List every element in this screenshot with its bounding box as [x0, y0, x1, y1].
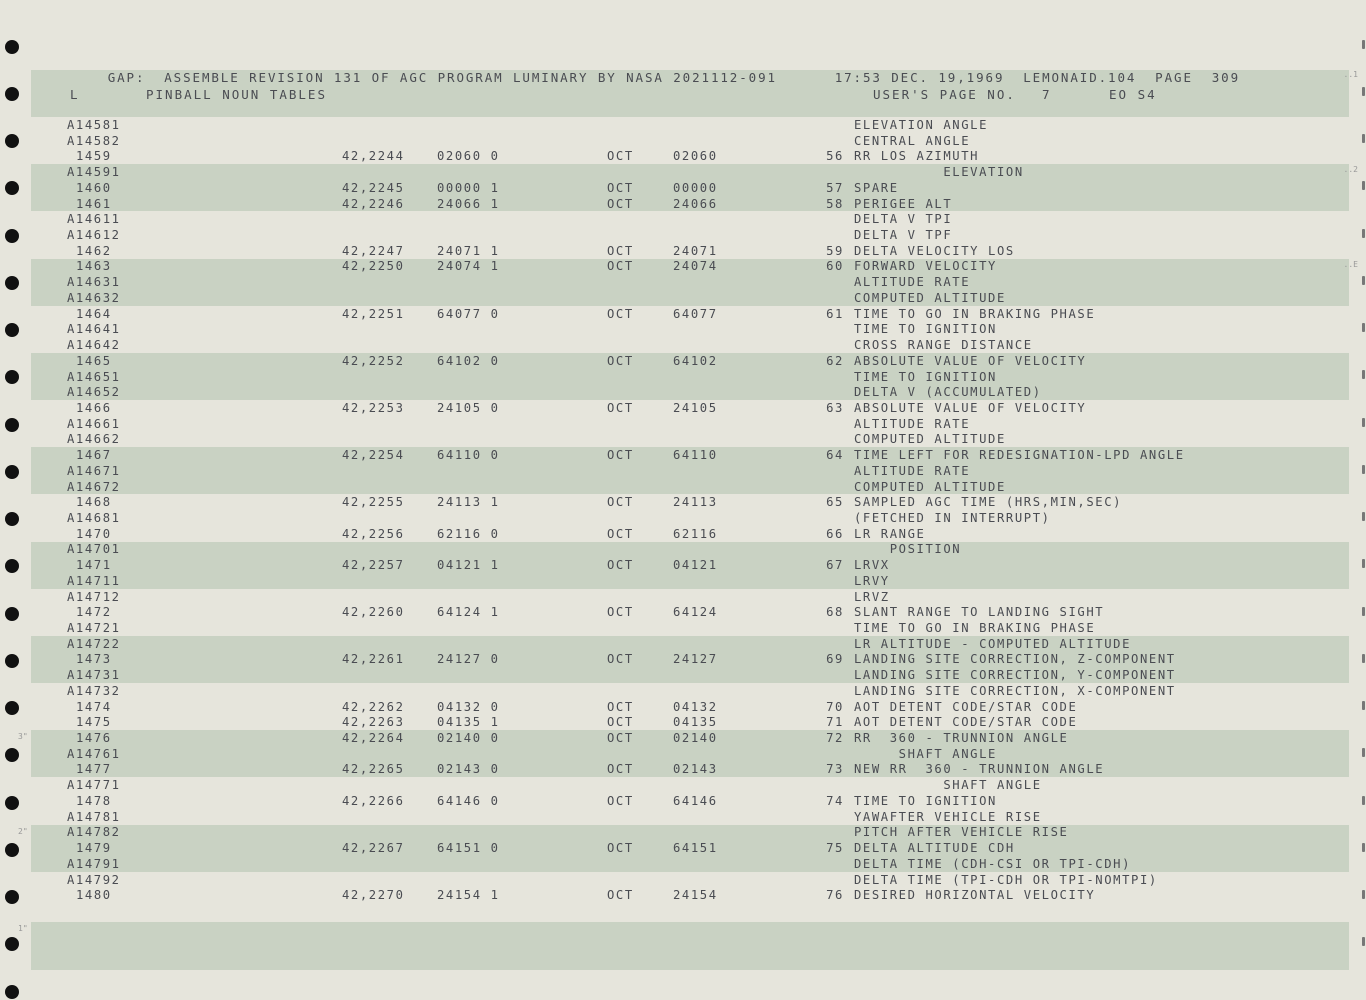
- source-line-id: 1460: [76, 180, 112, 195]
- source-line-id: 1468: [76, 495, 112, 510]
- source-line-id: 1476: [76, 731, 112, 746]
- octal-word: 00000 1: [437, 180, 500, 195]
- listing-row: [0, 700, 1366, 716]
- source-line-id: 1461: [76, 196, 112, 211]
- octal-word: 02143 0: [437, 762, 500, 777]
- listing-row: [0, 275, 1366, 291]
- margin-mark: 1": [18, 924, 28, 933]
- listing-row: [0, 244, 1366, 260]
- octal-word: 64151 0: [437, 841, 500, 856]
- noun-description: AOT DETENT CODE/STAR CODE: [854, 715, 1078, 730]
- listing-row: [0, 794, 1366, 810]
- listing-row: [0, 668, 1366, 684]
- octal-word: 64102 0: [437, 353, 500, 368]
- noun-description: AOT DETENT CODE/STAR CODE: [854, 699, 1078, 714]
- oct-keyword: OCT: [607, 149, 634, 164]
- address: 42,2246: [342, 196, 405, 211]
- noun-description: POSITION: [854, 542, 962, 557]
- listing-row: [0, 527, 1366, 543]
- listing-row: [0, 542, 1366, 558]
- source-line-id: A14701: [67, 542, 121, 557]
- noun-description: TIME TO IGNITION: [854, 793, 997, 808]
- listing-header-right: [797, 55, 1240, 100]
- noun-number: 56: [826, 149, 844, 164]
- edge-tick: [1362, 40, 1365, 49]
- source-line-id: 1470: [76, 526, 112, 541]
- listing-row: [0, 370, 1366, 386]
- listing-row: [0, 322, 1366, 338]
- oct-keyword: OCT: [607, 180, 634, 195]
- address: 42,2270: [342, 888, 405, 903]
- noun-description: LRVX: [854, 558, 890, 573]
- listing-row: [0, 605, 1366, 621]
- noun-number: 67: [826, 558, 844, 573]
- noun-description: ELEVATION ANGLE: [854, 118, 989, 132]
- octal-word: 24071 1: [437, 243, 500, 258]
- noun-description: LR RANGE: [854, 526, 926, 541]
- noun-description: SPARE: [854, 180, 899, 195]
- noun-description: ELEVATION: [854, 165, 1024, 180]
- source-line-id: 1479: [76, 841, 112, 856]
- noun-description: LRVZ: [854, 589, 890, 604]
- source-line-id: A14792: [67, 872, 121, 887]
- listing-type: L: [70, 87, 80, 102]
- edge-mark: ..E: [1343, 260, 1358, 269]
- noun-description: ALTITUDE RATE: [854, 463, 971, 478]
- octal-word: 64124 1: [437, 605, 500, 620]
- noun-description: LRVY: [854, 573, 890, 588]
- listing-row: [0, 731, 1366, 747]
- source-line-id: 1464: [76, 306, 112, 321]
- source-line-id: A14662: [67, 432, 121, 447]
- noun-description: DELTA V TPI: [854, 212, 953, 227]
- octal-word: 24074 1: [437, 259, 500, 274]
- octal-word: 02060 0: [437, 149, 500, 164]
- listing-row: [0, 432, 1366, 448]
- address: 42,2265: [342, 762, 405, 777]
- source-line-id: A14652: [67, 385, 121, 400]
- oct-keyword: OCT: [607, 495, 634, 510]
- address: 42,2251: [342, 306, 405, 321]
- noun-description: TIME TO IGNITION: [854, 369, 997, 384]
- source-line-id: A14641: [67, 322, 121, 337]
- octal-word: 64146 0: [437, 793, 500, 808]
- noun-description: ALTITUDE RATE: [854, 275, 971, 290]
- listing-row: [0, 841, 1366, 857]
- octal-value: 24071: [673, 243, 718, 258]
- oct-keyword: OCT: [607, 762, 634, 777]
- users-page-number: 7: [1042, 87, 1052, 102]
- listing-row: [0, 448, 1366, 464]
- feed-hole: [5, 937, 19, 951]
- listing-row: [0, 652, 1366, 668]
- oct-keyword: OCT: [607, 353, 634, 368]
- source-line-id: 1467: [76, 448, 112, 463]
- listing-row: [0, 291, 1366, 307]
- noun-description: RR LOS AZIMUTH: [854, 149, 980, 164]
- listing-row: [0, 401, 1366, 417]
- users-page-label: USER'S PAGE NO.: [873, 87, 1016, 102]
- listing-row: [0, 134, 1366, 150]
- feed-hole: [5, 40, 19, 54]
- listing-row: [0, 747, 1366, 763]
- noun-number: 76: [826, 888, 844, 903]
- source-line-id: A14712: [67, 589, 121, 604]
- noun-number: 60: [826, 259, 844, 274]
- edge-tick: [1362, 937, 1365, 946]
- noun-description: NEW RR 360 - TRUNNION ANGLE: [854, 762, 1105, 777]
- source-line-id: A14721: [67, 621, 121, 635]
- listing-row: [0, 464, 1366, 480]
- address: 42,2254: [342, 448, 405, 463]
- source-line-id: 1466: [76, 400, 112, 415]
- octal-value: 04135: [673, 715, 718, 730]
- octal-word: 64110 0: [437, 448, 500, 463]
- address: 42,2266: [342, 793, 405, 808]
- noun-description: ABSOLUTE VALUE OF VELOCITY: [854, 353, 1087, 368]
- octal-value: 24105: [673, 400, 718, 415]
- listing-row: [0, 684, 1366, 700]
- octal-value: 02060: [673, 149, 718, 164]
- octal-word: 24113 1: [437, 495, 500, 510]
- oct-keyword: OCT: [607, 888, 634, 903]
- octal-word: 24154 1: [437, 888, 500, 903]
- noun-description: PERIGEE ALT: [854, 196, 953, 211]
- listing-row: [0, 857, 1366, 873]
- octal-word: 02140 0: [437, 731, 500, 746]
- source-line-id: 1459: [76, 149, 112, 164]
- oct-keyword: OCT: [607, 715, 634, 730]
- feed-hole: [5, 985, 19, 999]
- octal-value: 64102: [673, 353, 718, 368]
- listing-rows: [0, 118, 1366, 904]
- listing-row: [0, 762, 1366, 778]
- octal-word: 04132 0: [437, 699, 500, 714]
- address: 42,2256: [342, 526, 405, 541]
- noun-number: 70: [826, 699, 844, 714]
- source-line-id: A14661: [67, 416, 121, 431]
- source-line-id: A14791: [67, 856, 121, 871]
- source-line-id: A14581: [67, 118, 121, 132]
- source-line-id: 1465: [76, 353, 112, 368]
- source-line-id: A14651: [67, 369, 121, 384]
- noun-number: 75: [826, 841, 844, 856]
- oct-keyword: OCT: [607, 652, 634, 667]
- margin-mark: 2": [18, 827, 28, 836]
- listing-row: [0, 888, 1366, 904]
- address: 42,2260: [342, 605, 405, 620]
- source-line-id: A14611: [67, 212, 121, 227]
- listing-row: [0, 778, 1366, 794]
- noun-description: COMPUTED ALTITUDE: [854, 290, 1006, 305]
- source-line-id: A14681: [67, 510, 121, 525]
- listing-row: [0, 873, 1366, 889]
- source-line-id: A14761: [67, 746, 121, 761]
- edge-tick: [1362, 87, 1365, 96]
- octal-word: 64077 0: [437, 306, 500, 321]
- noun-number: 63: [826, 400, 844, 415]
- listing-row: [0, 495, 1366, 511]
- noun-description: CROSS RANGE DISTANCE: [854, 338, 1033, 353]
- octal-value: 62116: [673, 526, 718, 541]
- noun-description: DELTA V TPF: [854, 228, 953, 243]
- octal-value: 24127: [673, 652, 718, 667]
- listing-row: [0, 307, 1366, 323]
- source-line-id: A14631: [67, 275, 121, 290]
- listing-row: [0, 385, 1366, 401]
- source-line-id: A14771: [67, 778, 121, 793]
- address: 42,2245: [342, 180, 405, 195]
- source-line-id: 1472: [76, 605, 112, 620]
- listing-row: [0, 810, 1366, 826]
- octal-value: 02143: [673, 762, 718, 777]
- oct-keyword: OCT: [607, 259, 634, 274]
- oct-keyword: OCT: [607, 448, 634, 463]
- section-title: PINBALL NOUN TABLES: [146, 87, 327, 102]
- listing-row: [0, 715, 1366, 731]
- address: 42,2252: [342, 353, 405, 368]
- oct-keyword: OCT: [607, 400, 634, 415]
- listing-row: [0, 511, 1366, 527]
- source-line-id: 1478: [76, 793, 112, 808]
- octal-word: 04121 1: [437, 558, 500, 573]
- source-line-id: A14731: [67, 668, 121, 683]
- source-line-id: A14781: [67, 809, 121, 824]
- listing-row: [0, 590, 1366, 606]
- noun-description: DELTA TIME (TPI-CDH OR TPI-NOMTPI): [854, 872, 1158, 887]
- listing-row: [0, 621, 1366, 637]
- noun-description: DELTA VELOCITY LOS: [854, 243, 1015, 258]
- noun-number: 58: [826, 196, 844, 211]
- edge-mark: ..2: [1343, 165, 1358, 174]
- oct-keyword: OCT: [607, 731, 634, 746]
- address: 42,2264: [342, 731, 405, 746]
- octal-word: 04135 1: [437, 715, 500, 730]
- noun-description: SLANT RANGE TO LANDING SIGHT: [854, 605, 1105, 620]
- octal-value: 24074: [673, 259, 718, 274]
- source-line-id: A14732: [67, 683, 121, 698]
- noun-description: LANDING SITE CORRECTION, Y-COMPONENT: [854, 668, 1176, 683]
- noun-description: RR 360 - TRUNNION ANGLE: [854, 731, 1069, 746]
- noun-number: 66: [826, 526, 844, 541]
- noun-number: 73: [826, 762, 844, 777]
- source-line-id: 1474: [76, 699, 112, 714]
- noun-description: DELTA ALTITUDE CDH: [854, 841, 1015, 856]
- source-line-id: A14671: [67, 463, 121, 478]
- noun-number: 62: [826, 353, 844, 368]
- listing-row: [0, 197, 1366, 213]
- noun-description: LANDING SITE CORRECTION, Z-COMPONENT: [854, 652, 1176, 667]
- octal-value: 64151: [673, 841, 718, 856]
- noun-number: 57: [826, 180, 844, 195]
- listing-row: [0, 417, 1366, 433]
- octal-value: 24066: [673, 196, 718, 211]
- address: 42,2255: [342, 495, 405, 510]
- source-line-id: A14782: [67, 825, 121, 840]
- address: 42,2244: [342, 149, 405, 164]
- oct-keyword: OCT: [607, 243, 634, 258]
- octal-value: 64124: [673, 605, 718, 620]
- source-line-id: 1471: [76, 558, 112, 573]
- noun-number: 68: [826, 605, 844, 620]
- oct-keyword: OCT: [607, 306, 634, 321]
- listing-row: [0, 228, 1366, 244]
- source-line-id: 1475: [76, 715, 112, 730]
- octal-value: 64077: [673, 306, 718, 321]
- noun-description: (FETCHED IN INTERRUPT): [854, 510, 1051, 525]
- source-line-id: A14722: [67, 636, 121, 651]
- noun-number: 59: [826, 243, 844, 258]
- oct-keyword: OCT: [607, 793, 634, 808]
- source-line-id: A14632: [67, 290, 121, 305]
- octal-value: 00000: [673, 180, 718, 195]
- source-line-id: 1477: [76, 762, 112, 777]
- listing-row: [0, 212, 1366, 228]
- address: 42,2257: [342, 558, 405, 573]
- octal-value: 24113: [673, 495, 718, 510]
- listing-row: [0, 181, 1366, 197]
- listing-row: [0, 825, 1366, 841]
- address: 42,2267: [342, 841, 405, 856]
- noun-description: TIME LEFT FOR REDESIGNATION-LPD ANGLE: [854, 448, 1185, 463]
- source-line-id: 1463: [76, 259, 112, 274]
- address: 42,2250: [342, 259, 405, 274]
- noun-description: PITCH AFTER VEHICLE RISE: [854, 825, 1069, 840]
- source-line-id: A14582: [67, 133, 121, 148]
- noun-description: COMPUTED ALTITUDE: [854, 432, 1006, 447]
- noun-number: 64: [826, 448, 844, 463]
- listing-row: [0, 338, 1366, 354]
- noun-description: DELTA V (ACCUMULATED): [854, 385, 1042, 400]
- noun-description: TIME TO GO IN BRAKING PHASE: [854, 621, 1096, 635]
- feed-hole: [5, 87, 19, 101]
- octal-word: 24105 0: [437, 400, 500, 415]
- oct-keyword: OCT: [607, 558, 634, 573]
- oct-keyword: OCT: [607, 605, 634, 620]
- noun-description: COMPUTED ALTITUDE: [854, 479, 1006, 494]
- octal-value: 24154: [673, 888, 718, 903]
- noun-number: 61: [826, 306, 844, 321]
- oct-keyword: OCT: [607, 526, 634, 541]
- listing-row: [0, 165, 1366, 181]
- listing-row: [0, 259, 1366, 275]
- listing-row: [0, 354, 1366, 370]
- source-line-id: A14642: [67, 338, 121, 353]
- noun-description: ALTITUDE RATE: [854, 416, 971, 431]
- source-line-id: 1462: [76, 243, 112, 258]
- address: 42,2263: [342, 715, 405, 730]
- oct-keyword: OCT: [607, 841, 634, 856]
- noun-description: YAWAFTER VEHICLE RISE: [854, 809, 1042, 824]
- noun-description: FORWARD VELOCITY: [854, 259, 997, 274]
- noun-description: DELTA TIME (CDH-CSI OR TPI-CDH): [854, 856, 1132, 871]
- margin-mark: 3": [18, 732, 28, 741]
- listing-row: [0, 118, 1366, 134]
- header-date-page: 17:53 DEC. 19,1969 LEMONAID.104 PAGE 309: [834, 70, 1241, 85]
- octal-word: 24066 1: [437, 196, 500, 211]
- noun-description: ABSOLUTE VALUE OF VELOCITY: [854, 400, 1087, 415]
- octal-value: 04132: [673, 699, 718, 714]
- edge-mark: ..1: [1343, 70, 1358, 79]
- oct-keyword: OCT: [607, 196, 634, 211]
- noun-description: DESIRED HORIZONTAL VELOCITY: [854, 888, 1096, 903]
- source-line-id: 1473: [76, 652, 112, 667]
- octal-value: 64110: [673, 448, 718, 463]
- noun-number: 74: [826, 793, 844, 808]
- listing-row: [0, 149, 1366, 165]
- oct-keyword: OCT: [607, 699, 634, 714]
- source-line-id: A14672: [67, 479, 121, 494]
- noun-description: LR ALTITUDE - COMPUTED ALTITUDE: [854, 636, 1132, 651]
- source-line-id: A14711: [67, 573, 121, 588]
- address: 42,2261: [342, 652, 405, 667]
- page-code: EO S4: [1109, 87, 1157, 102]
- noun-description: CENTRAL ANGLE: [854, 133, 971, 148]
- source-line-id: A14612: [67, 228, 121, 243]
- octal-word: 24127 0: [437, 652, 500, 667]
- noun-description: SHAFT ANGLE: [854, 778, 1042, 793]
- noun-description: SHAFT ANGLE: [854, 746, 997, 761]
- listing-row: [0, 480, 1366, 496]
- source-line-id: 1480: [76, 888, 112, 903]
- octal-word: 62116 0: [437, 526, 500, 541]
- octal-value: 02140: [673, 731, 718, 746]
- green-band: [31, 922, 1349, 970]
- noun-number: 71: [826, 715, 844, 730]
- noun-number: 69: [826, 652, 844, 667]
- noun-number: 72: [826, 731, 844, 746]
- address: 42,2262: [342, 699, 405, 714]
- source-line-id: A14591: [67, 165, 121, 180]
- noun-description: TIME TO IGNITION: [854, 322, 997, 337]
- noun-number: 65: [826, 495, 844, 510]
- octal-value: 64146: [673, 793, 718, 808]
- listing-row: [0, 574, 1366, 590]
- listing-row: [0, 558, 1366, 574]
- noun-description: TIME TO GO IN BRAKING PHASE: [854, 306, 1096, 321]
- noun-description: LANDING SITE CORRECTION, X-COMPONENT: [854, 683, 1176, 698]
- octal-value: 04121: [673, 558, 718, 573]
- address: 42,2247: [342, 243, 405, 258]
- header-program: GAP: ASSEMBLE REVISION 131 OF AGC PROGRAM LUMINARY BY NASA 2021112-091: [107, 70, 777, 85]
- listing-row: [0, 637, 1366, 653]
- noun-description: SAMPLED AGC TIME (HRS,MIN,SEC): [854, 495, 1123, 510]
- address: 42,2253: [342, 400, 405, 415]
